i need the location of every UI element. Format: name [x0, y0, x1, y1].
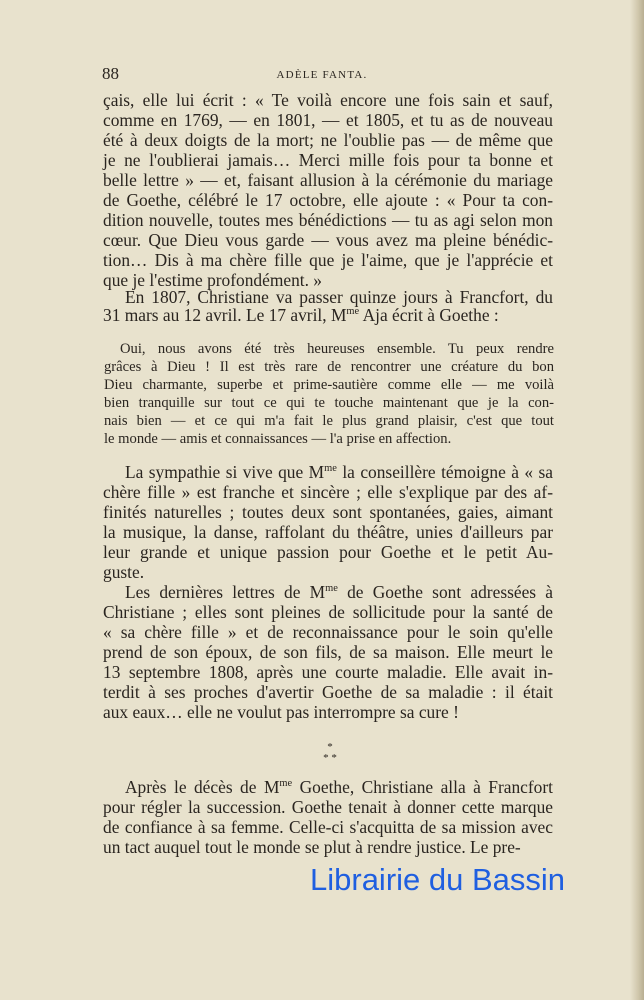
text-line: leur grande et unique passion pour Goethe et le petit Au-	[103, 542, 553, 562]
page-number: 88	[102, 64, 119, 83]
text-line: tion… Dis à ma chère fille que je l'aime, que je l'apprécie et	[103, 250, 553, 270]
text-line: aux eaux… elle ne voulut pas interrompre sa cure !	[103, 702, 459, 722]
running-head: ADÈLE FANTA.	[276, 69, 368, 81]
text-line: Après le décès de $M^{me}$ Goethe, Christiane alla à Francfort	[125, 777, 554, 797]
text-line: 31 mars au 12 avril. Le 17 avril, $M^{me}$ Aja écrit à Goethe :	[103, 305, 499, 325]
section-break-asterism: * * *	[323, 741, 337, 764]
text-line: la musique, la danse, raffolant du théâtre, unies d'ailleurs par	[103, 522, 553, 542]
text-line: pour régler la succession. Goethe tenait à donner cette marque	[103, 797, 553, 817]
text-line: « sa chère fille » et de reconnaissance pour le soin qu'elle	[103, 622, 553, 642]
text-line: de confiance à sa femme. Celle-ci s'acquitta de sa mission avec	[103, 817, 553, 837]
text-line: je ne l'oublierai jamais… Merci mille fois pour ta bonne et	[103, 150, 553, 170]
text-line: guste.	[103, 562, 145, 582]
text-line: Christiane ; elles sont pleines de sollicitude pour la santé de	[103, 602, 553, 622]
text-line: çais, elle lui écrit : « Te voilà encore une fois sain et sauf,	[103, 90, 553, 110]
watermark: Librairie du Bassin	[310, 862, 566, 897]
quote-line: Oui, nous avons été très heureuses ensemble. Tu peux rendre	[120, 341, 554, 357]
text-line: prend de son époux, de son fils, de sa maison. Elle meurt le	[103, 642, 553, 662]
text-line: finités naturelles ; toutes deux sont spontanées, gaies, aimant	[103, 502, 553, 522]
text-line: un tact auquel tout le monde se plut à rendre justice. Le pre-	[103, 837, 521, 857]
text-line: été à deux doigts de la mort; ne l'oublie pas — de même que	[103, 130, 553, 150]
text-line: Les dernières lettres de $M^{me}$ de Goethe sont adressées à	[125, 582, 553, 602]
text-line: La sympathie si vive que $M^{me}$ la conseillère témoigne à « sa	[125, 462, 553, 482]
text-line: belle lettre » — et, faisant allusion à la cérémonie du mariage	[103, 170, 553, 190]
quote-line: le monde — amis et connaissances — l'a prise en affection.	[104, 431, 452, 447]
text-line: En 1807, Christiane va passer quinze jours à Francfort, du	[125, 287, 553, 307]
text-line: cœur. Que Dieu vous garde — vous avez ma pleine bénédic-	[103, 230, 553, 250]
text-line: terdit à ses proches d'avertir Goethe de sa maladie : il était	[103, 682, 553, 702]
text-line: comme en 1769, — en 1801, — et 1805, et tu as de nouveau	[103, 110, 553, 130]
text-line: chère fille » est franche et sincère ; elle s'explique par des af-	[103, 482, 553, 502]
text-line: de Goethe, célébré le 17 octobre, elle ajoute : « Pour ta con-	[103, 190, 553, 210]
quote-line: bien tranquille sur tout ce qui te touche maintenant que je la con-	[104, 395, 554, 411]
quote-line: Dieu charmante, superbe et prime-sautière comme elle — me voilà	[104, 377, 554, 393]
text-line: 13 septembre 1808, après une courte maladie. Elle avait in-	[103, 662, 553, 682]
book-binding-edge	[630, 0, 644, 1000]
quote-line: nais bien — et ce qui m'a fait le plus grand plaisir, c'est que tout	[104, 413, 554, 429]
quote-line: grâces à Dieu ! Il est très rare de rencontrer une créature du bon	[104, 359, 554, 375]
text-line: dition nouvelle, toutes mes bénédictions — tu as agi selon mon	[103, 210, 553, 230]
text-line: que je l'estime profondément. »	[103, 270, 323, 290]
